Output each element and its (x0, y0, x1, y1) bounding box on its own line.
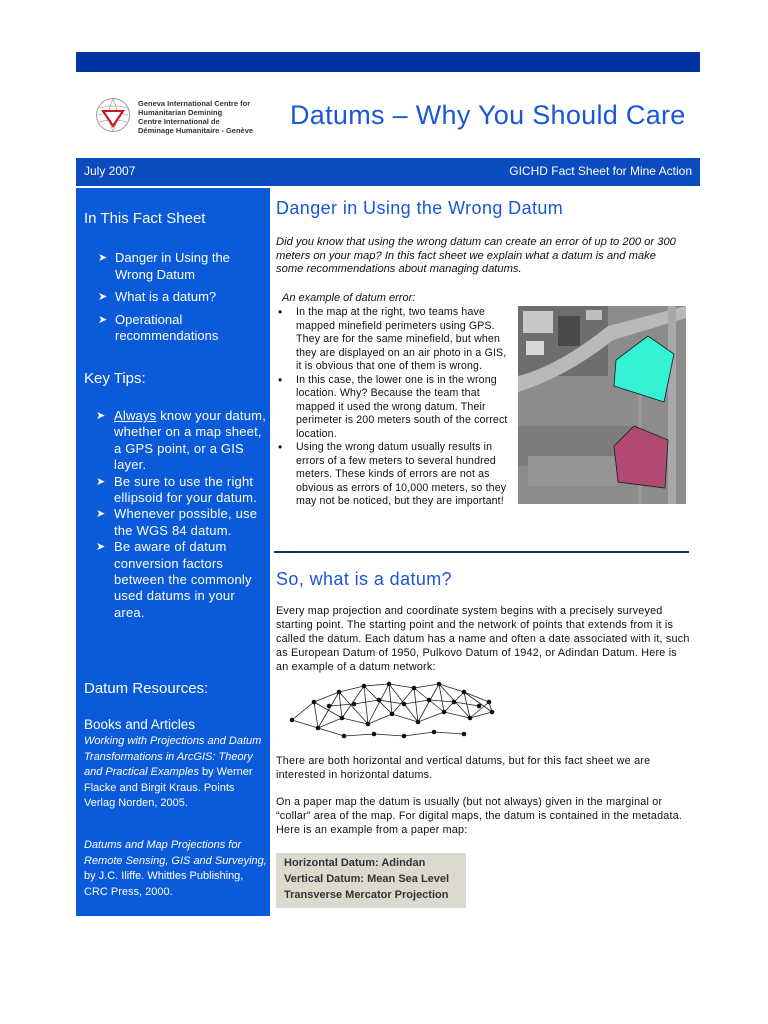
air-photo-image (518, 306, 686, 504)
paper-map-datum-example (276, 853, 466, 908)
publication-date: July 2007 (84, 164, 136, 178)
org-line: Centre International de (138, 117, 220, 126)
arrow-bullet-icon: ➤ (98, 313, 108, 326)
tip-item: ➤ Whenever possible, use the WGS 84 datum. (96, 506, 258, 538)
top-color-bar (76, 52, 700, 72)
datum-resources-heading: Datum Resources: (84, 680, 209, 697)
horizontal-vertical-paragraph: There are both horizontal and vertical datums, but for this fact sheet we are interested in horizontal datums. (276, 755, 651, 781)
list-item: • In this case, the lower one is in the wrong location. Why? Because the team that mapped it used the wrong datum. Their perimeter is 200 meters south of the correct location. (276, 374, 508, 442)
tip-item: ➤ Always know your datum, whether on a map sheet, a GPS point, or a GIS layer. (96, 408, 267, 473)
tip-emphasis: Always (114, 408, 157, 423)
map-datum-line: Horizontal Datum: Adindan (284, 857, 426, 869)
tip-item: ➤ Be sure to use the right ellipsoid for your datum. (96, 473, 258, 506)
sidebar (76, 188, 270, 916)
series-name: GICHD Fact Sheet for Mine Action (509, 164, 692, 178)
key-tips-heading: Key Tips: (84, 370, 146, 387)
org-line: Humanitarian Demining (138, 108, 223, 117)
arrow-bullet-icon: ➤ (96, 410, 106, 422)
reference-item: Datums and Map Projections for Remote Sensing, GIS and Surveying, by J.C. Iliffe. Whittles Publishing, CRC Press, 2000. (84, 839, 267, 898)
arrow-bullet-icon: ➤ (96, 475, 106, 488)
section-divider (274, 551, 689, 553)
arrow-bullet-icon: ➤ (96, 508, 106, 521)
tip-item: ➤ Be aware of datum conversion factors between the commonly used datums in your area. (96, 539, 252, 620)
page-title: Datums – Why You Should Care (290, 100, 686, 130)
contents-list (76, 250, 266, 351)
arrow-bullet-icon: ➤ (98, 291, 108, 303)
example-caption: An example of datum error: (282, 292, 416, 304)
example-bullets (276, 306, 508, 509)
paper-map-paragraph: On a paper map the datum is usually (but not always) given in the marginal or “collar” area of the map. For digital maps, the datum is contained in the metadata. Here is an example from a paper map: (276, 796, 683, 836)
datum-network-diagram (284, 678, 500, 740)
section-heading-wrong-datum: Danger in Using the Wrong Datum (276, 198, 564, 218)
intro-paragraph: Did you know that using the wrong datum can create an error of up to 200 or 300 meters on your map? In this fact sheet we explain what a datum is and make some recommendations about managing datums. (276, 236, 676, 275)
organization-name (138, 99, 253, 135)
in-this-fact-sheet-heading: In This Fact Sheet (84, 210, 206, 227)
section-heading-what-is-datum: So, what is a datum? (276, 569, 453, 589)
key-tips-list (76, 408, 268, 621)
contents-item: ➤ What is a datum? (98, 289, 217, 304)
org-line: Déminage Humanitaire - Genève (138, 126, 254, 135)
arrow-bullet-icon: ➤ (98, 252, 108, 264)
reference-item: Working with Projections and Datum Transformations in ArcGIS: Theory and Practical Examples by Werner Flacke and Birgit Kraus. Points Verlag Norden, 2005. (84, 735, 262, 809)
list-item: • Using the wrong datum usually results in errors of a few meters to several hundred meters. These kinds of errors are not as obvious as errors of 10,000 meters, so they may not be noticed, but they are important! (276, 441, 508, 509)
datum-definition-paragraph: Every map projection and coordinate system begins with a precisely surveyed starting point. The starting point and the network of points that extends from it is called the datum. Each datum has a name and often a date associated with it, such as European Datum of 1950, Pulkovo Datum of 1942, or Adindan Datum. Here is an example of a datum network: (276, 605, 690, 673)
list-item: • In the map at the right, two teams have mapped minefield perimeters using GPS. They are for the same minefield, but when they are displayed on an air photo in a GIS, it is obvious that one of them is wrong. (276, 306, 508, 374)
org-line: Geneva International Centre for (138, 99, 251, 108)
contents-item: ➤ Danger in Using the Wrong Datum (98, 250, 230, 282)
arrow-bullet-icon: ➤ (96, 541, 106, 554)
map-datum-line: Transverse Mercator Projection (284, 889, 449, 901)
books-articles-heading: Books and Articles (84, 717, 196, 732)
contents-item: ➤ Operational recommendations (98, 311, 219, 343)
gichd-logo-icon (95, 97, 131, 133)
map-datum-line: Vertical Datum: Mean Sea Level (284, 873, 450, 885)
